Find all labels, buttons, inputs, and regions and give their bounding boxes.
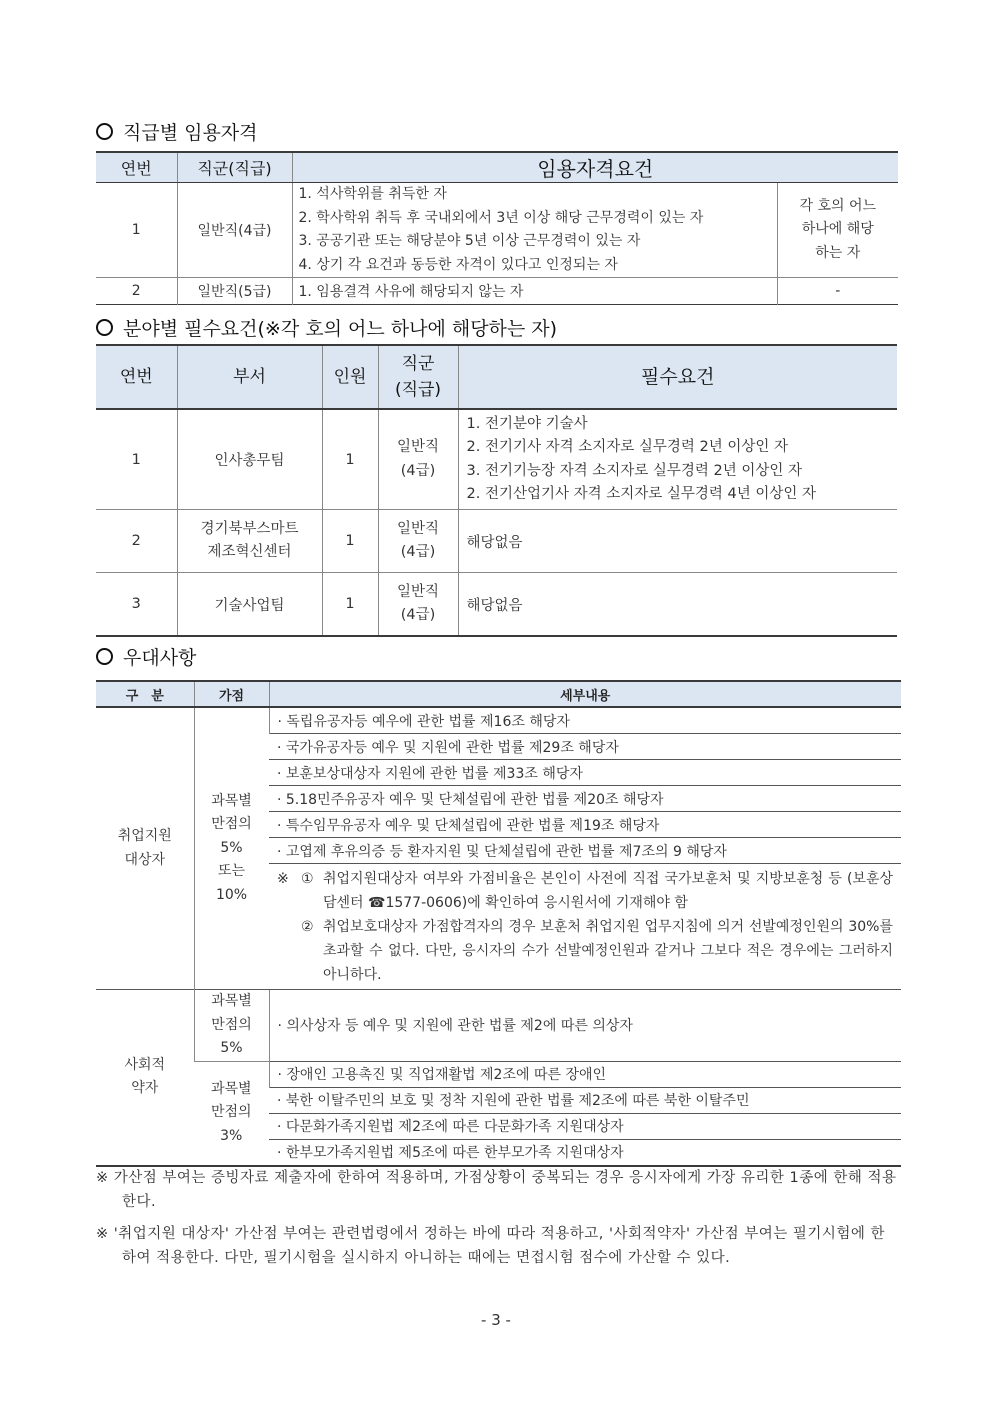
row-dept: 인사총무팀 (177, 409, 322, 510)
row-grade: 일반직 (4급) (378, 510, 458, 573)
detail-item: · 북한 이탈주민의 보호 및 정착 지원에 관한 법률 제2조에 따른 북한 이탈주민 (269, 1087, 901, 1113)
requirement-item: 2. 전기기사 자격 소지자로 실무경력 2년 이상인 자 (466, 439, 788, 455)
detail-item: · 장애인 고용촉진 및 직업재활법 제2조에 따른 장애인 (269, 1061, 901, 1087)
header-count: 인원 (322, 345, 378, 409)
row-no: 2 (96, 278, 177, 305)
detail-item: · 다문화가족지원법 제2조에 따른 다문화가족 지원대상자 (269, 1113, 901, 1139)
points-social-3: 과목별 만점의 3% (194, 1061, 269, 1166)
header-category: 구 분 (96, 681, 194, 707)
circle-bullet-icon (96, 319, 113, 336)
section2-title (96, 314, 557, 341)
table-row (96, 409, 897, 510)
requirement-item: 3. 공공기관 또는 해당분야 5년 이상 근무경력이 있는 자 (298, 233, 641, 249)
note-item: ① 취업지원대상자 여부와 가점비율은 본인이 사전에 직접 국가보훈처 및 지방보훈청 등 (보훈상담센터 ☎1577-0606)에 확인하여 응시원서에 기재해야 함 (301, 871, 893, 911)
row-grade: 일반직(5급) (177, 278, 292, 305)
detail-item: · 의사상자 등 예우 및 지원에 관한 법률 제2에 따른 의상자 (269, 990, 901, 1062)
detail-item: · 국가유공자등 예우 및 지원에 관한 법률 제29조 해당자 (269, 734, 901, 760)
requirement-item: 1. 임용결격 사유에 해당되지 않는 자 (292, 278, 777, 305)
row-dept: 기술사업팀 (177, 573, 322, 637)
header-requirements: 임용자격요건 (292, 152, 898, 183)
table-row (96, 707, 901, 734)
field-requirements-table (96, 344, 897, 637)
header-no: 연번 (96, 345, 177, 409)
circle-bullet-icon (96, 123, 113, 140)
requirement-item: 4. 상기 각 요건과 동등한 자격이 있다고 인정되는 자 (298, 256, 618, 273)
table-row (96, 510, 897, 573)
row-count: 1 (322, 409, 378, 510)
requirement-item: 2. 전기산업기사 자격 소지자로 실무경력 4년 이상인 자 (466, 486, 816, 502)
header-requirements: 필수요건 (458, 345, 897, 409)
detail-item: · 5.18민주유공자 예우 및 단체설립에 관한 법률 제20조 해당자 (269, 786, 901, 812)
table-row (96, 278, 898, 305)
row-dept: 경기북부스마트 제조혁신센터 (177, 510, 322, 573)
detail-item: · 고엽제 후유의증 등 환자지원 및 단체설립에 관한 법률 제7조의 9 해당자 (269, 838, 901, 864)
detail-item: · 특수임무유공자 예우 및 단체설립에 관한 법률 제19조 해당자 (269, 812, 901, 838)
row-count: 1 (322, 573, 378, 637)
requirement-item: 해당없음 (458, 573, 897, 637)
note-mark: ※ (277, 871, 289, 887)
header-details: 세부내용 (269, 681, 901, 707)
category-social-vulnerable: 사회적 약자 (96, 990, 194, 1166)
header-grade: 직군 (직급) (378, 345, 458, 409)
note-item: ② 취업보호대상자 가점합격자의 경우 보훈처 취업지원 업무지침에 의거 선발예정인원의 30%를 초과할 수 없다. 다만, 응시자의 수가 선발예정인원과 같거나 그보다 적은 경우에는 그러하지 아니하다. (301, 919, 893, 983)
detail-item: · 한부모가족지원법 제5조에 따른 한부모가족 지원대상자 (269, 1139, 901, 1166)
row-no: 2 (96, 510, 177, 573)
section3-title (96, 643, 196, 670)
category-employment-support: 취업지원 대상자 (96, 707, 194, 990)
section1-title-text: 직급별 임용자격 (123, 122, 258, 144)
section2-title-text: 분야별 필수요건(※각 호의 어느 하나에 해당하는 자) (123, 318, 558, 340)
header-no: 연번 (96, 152, 177, 183)
requirement-item: 2. 학사학위 취득 후 국내외에서 3년 이상 해당 근무경력이 있는 자 (298, 209, 704, 226)
detail-item: · 보훈보상대상자 지원에 관한 법률 제33조 해당자 (269, 760, 901, 786)
row-count: 1 (322, 510, 378, 573)
section1-title (96, 118, 258, 145)
circle-bullet-icon (96, 648, 113, 665)
requirement-item: 해당없음 (458, 510, 897, 573)
section3-title-text: 우대사항 (123, 647, 197, 669)
requirement-item: 1. 석사학위를 취득한 자 (298, 186, 447, 202)
detail-notes (269, 864, 901, 990)
header-grade: 직군(직급) (177, 152, 292, 183)
note-line: - (777, 278, 898, 305)
row-no: 3 (96, 573, 177, 637)
note-line: 하나에 해당 (801, 221, 874, 238)
table-row (96, 183, 898, 278)
requirement-item: 3. 전기기능장 자격 소지자로 실무경력 2년 이상인 자 (466, 462, 802, 479)
row-no: 1 (96, 409, 177, 510)
points-employment-support: 과목별 만점의 5% 또는 10% (194, 707, 269, 990)
table-row (96, 573, 897, 637)
note-line: 각 호의 어느 (799, 197, 877, 214)
table-row (96, 990, 901, 1062)
page-number: - 3 - (481, 1311, 511, 1329)
row-grade: 일반직(4급) (177, 183, 292, 278)
footnote-1: ※ 가산점 부여는 증빙자료 제출자에 한하여 적용하며, 가점상황이 중복되는 경우 응시자에게 가장 유리한 1종에 한해 적용한다. (96, 1170, 897, 1210)
points-social-5: 과목별 만점의 5% (194, 990, 269, 1062)
row-grade: 일반직 (4급) (378, 409, 458, 510)
note-line: 하는 자 (815, 244, 861, 261)
header-dept: 부서 (177, 345, 322, 409)
preference-table (96, 680, 901, 1167)
requirement-item: 1. 전기분야 기술사 (466, 415, 588, 432)
header-points: 가점 (194, 681, 269, 707)
detail-item: · 독립유공자등 예우에 관한 법률 제16조 해당자 (269, 707, 901, 734)
row-grade: 일반직 (4급) (378, 573, 458, 637)
row-no: 1 (96, 183, 177, 278)
qualification-table (96, 151, 898, 305)
footnote-2: ※ '취업지원 대상자' 가산점 부여는 관련법령에서 정하는 바에 따라 적용하고, '사회적약자' 가산점 부여는 필기시험에 한하여 적용한다. 다만, 필기시험을 실시하지 아니하는 때에는 면접시험 점수에 가산할 수 있다. (96, 1226, 886, 1266)
